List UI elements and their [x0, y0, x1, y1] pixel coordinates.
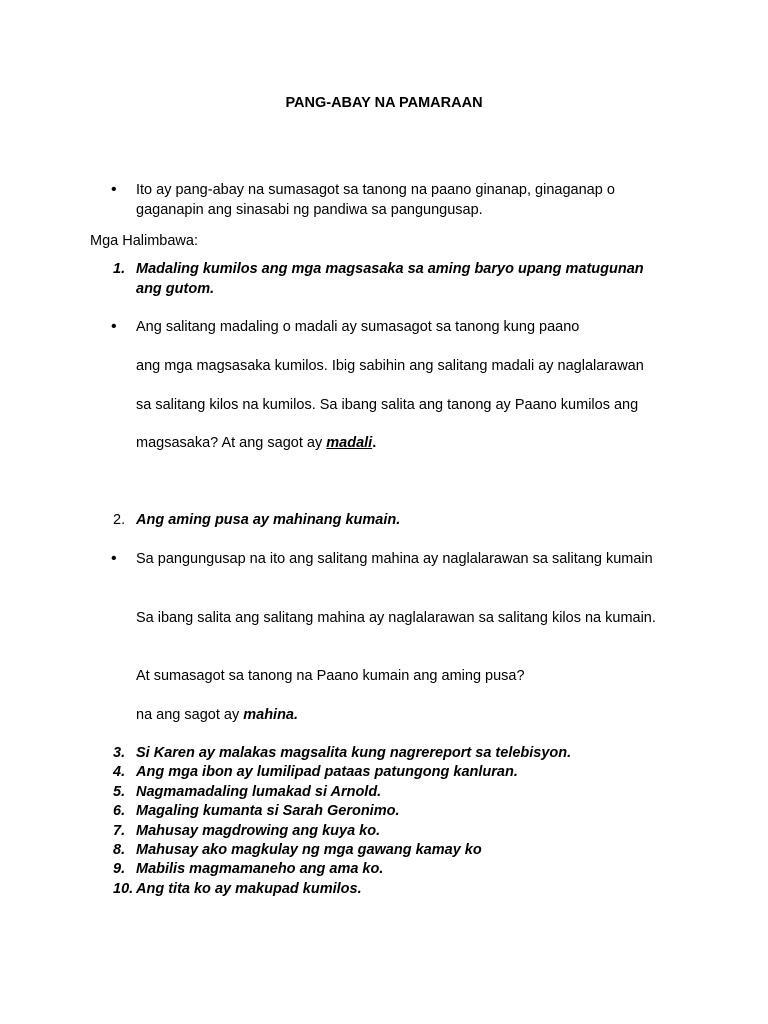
- example-2-explanation-4: [136, 705, 298, 725]
- list-item-number: 10.: [113, 880, 134, 897]
- intro-line-1: Ito ay pang-abay na sumasagot sa tanong na paano ginanap, ginaganap o: [136, 182, 615, 198]
- intro-line-2: gaganapin ang sinasabi ng pandiwa sa pangungusap.: [136, 202, 483, 218]
- example-1-answer: madali: [326, 435, 373, 451]
- list-item-number: 3.: [113, 745, 126, 761]
- list-item-text: Magaling kumanta si Sarah Geronimo.: [136, 803, 400, 820]
- examples-label: Mga Halimbawa:: [90, 233, 198, 249]
- list-item-number: 4.: [113, 764, 126, 781]
- example-1-explanation-3: sa salitang kilos na kumilos. Sa ibang salita ang tanong ay Paano kumilos ang: [136, 397, 639, 413]
- example-1-line-2: ang gutom.: [136, 281, 215, 297]
- example-2-explanation-3: At sumasagot sa tanong na Paano kumain ang aming pusa?: [136, 668, 525, 684]
- list-item-number: 5.: [113, 783, 126, 800]
- example-2-explanation-4-text: na ang sagot ay: [136, 707, 244, 723]
- list-item-text: Mahusay magdrowing ang kuya ko.: [136, 822, 381, 839]
- bullet-icon: •: [111, 181, 117, 198]
- list-item-text: Mahusay ako magkulay ng mga gawang kamay ko: [136, 842, 482, 858]
- list-item-number: 8.: [113, 842, 126, 858]
- bullet-icon: •: [111, 550, 117, 567]
- list-item-text: Si Karen ay malakas magsalita kung nagrereport sa telebisyon.: [136, 745, 572, 761]
- list-item-number: 6.: [113, 803, 126, 820]
- example-1-explanation-4: [136, 433, 376, 453]
- example-1-number: 1.: [113, 261, 126, 277]
- example-2-number: 2.: [113, 512, 126, 528]
- example-2-sentence: Ang aming pusa ay mahinang kumain.: [136, 512, 401, 528]
- list-item-text: Ang tita ko ay makupad kumilos.: [136, 880, 362, 897]
- bullet-icon: •: [111, 318, 117, 335]
- list-item-text: Mabilis magmamaneho ang ama ko.: [136, 861, 384, 878]
- list-item-number: 9.: [113, 861, 126, 878]
- list-item-number: 7.: [113, 822, 126, 839]
- example-2-explanation-1: Sa pangungusap na ito ang salitang mahina ay naglalarawan sa salitang kumain: [136, 551, 653, 567]
- example-2-explanation-2: Sa ibang salita ang salitang mahina ay naglalarawan sa salitang kilos na kumain.: [136, 610, 656, 626]
- list-item-text: Nagmamadaling lumakad si Arnold.: [136, 783, 382, 800]
- page-title: PANG-ABAY NA PAMARAAN: [285, 95, 483, 111]
- example-2-answer: mahina.: [243, 707, 299, 723]
- example-1-period: .: [372, 435, 377, 451]
- example-1-line-1: Madaling kumilos ang mga magsasaka sa aming baryo upang matugunan: [136, 261, 644, 277]
- example-1-explanation-2: ang mga magsasaka kumilos. Ibig sabihin ang salitang madali ay naglalarawan: [136, 358, 644, 374]
- example-1-explanation-4-text: magsasaka? At ang sagot ay: [136, 435, 327, 451]
- list-item-text: Ang mga ibon ay lumilipad pataas patungong kanluran.: [136, 764, 518, 781]
- example-1-explanation-1: Ang salitang madaling o madali ay sumasagot sa tanong kung paano: [136, 319, 580, 335]
